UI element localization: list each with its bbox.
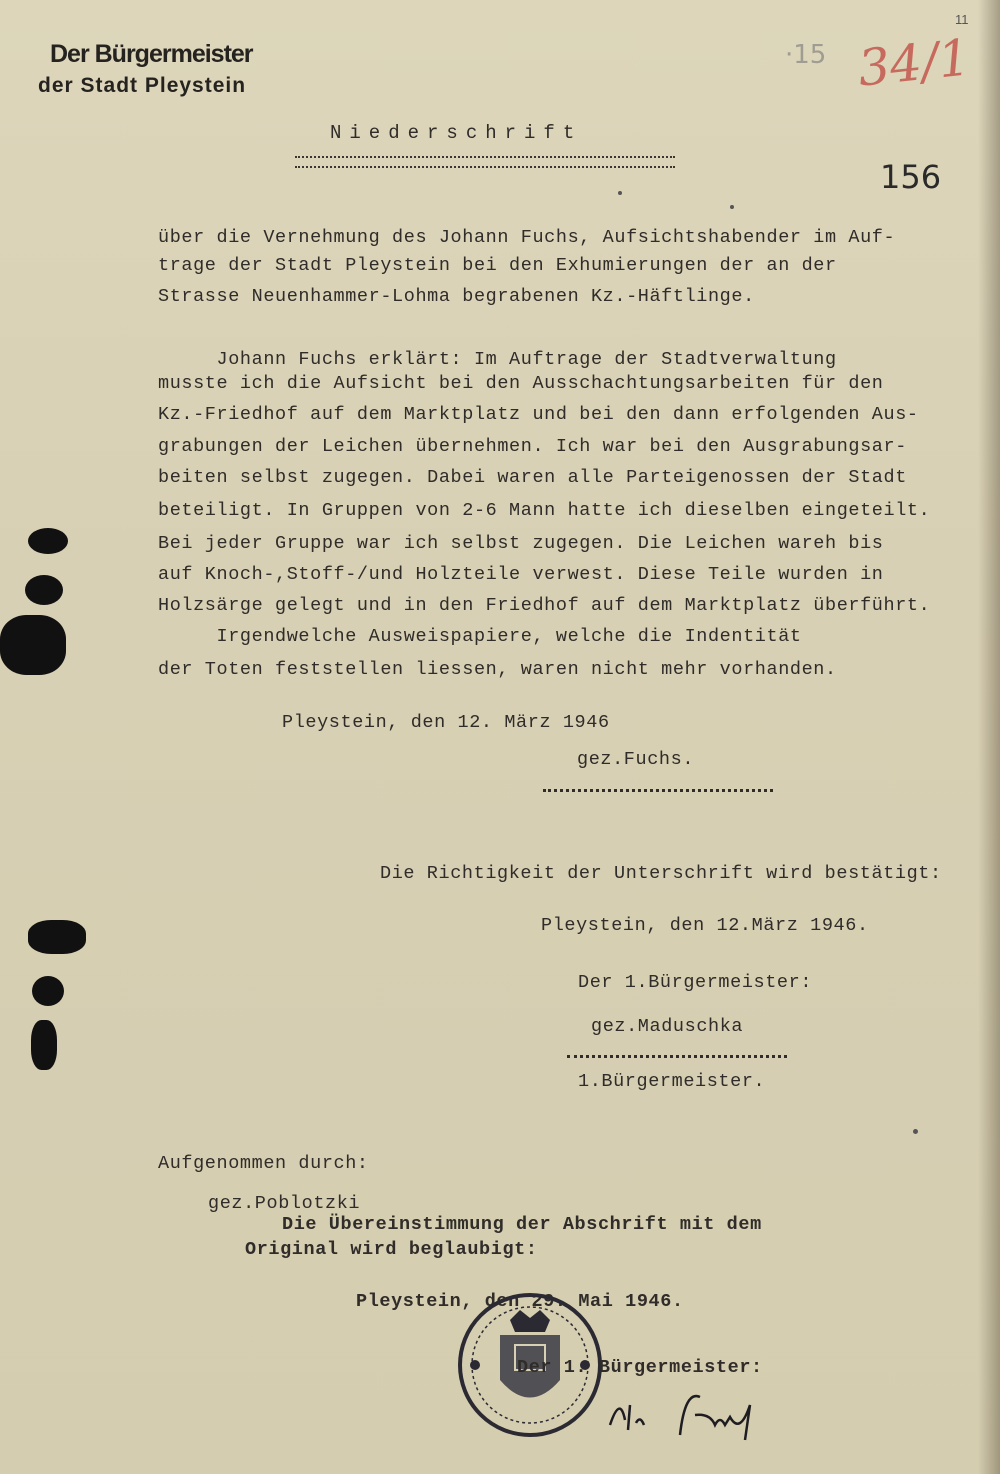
intro-line-1: über die Vernehmung des Johann Fuchs, Aufsichtshabender im Auf- [158,227,896,248]
body-line-5: beiten selbst zugegen. Dabei waren alle Parteigenossen der Stadt [158,467,907,488]
body-line-1: Johann Fuchs erklärt: Im Auftrage der Stadtverwaltung [158,349,837,370]
punch-hole-mark [31,1020,57,1070]
attestation-line-1: Die Übereinstimmung der Abschrift mit dem [282,1214,762,1235]
archive-number: 156 [880,158,942,196]
punch-hole-mark [0,615,66,675]
corner-page-number: 11 [955,12,969,27]
letterhead-title: Der Bürgermeister [50,40,253,68]
recorded-label: Aufgenommen durch: [158,1153,369,1174]
body-line-8: auf Knoch-,Stoff-/und Holzteile verwest. Diese Teile wurden in [158,564,884,585]
certification-dotted-line [567,1055,787,1058]
body-line-7: Bei jeder Gruppe war ich selbst zugegen. Die Leichen wareh bis [158,533,884,554]
pencil-mark: ·15 [785,40,827,70]
page-edge-shadow [978,0,1000,1474]
punch-hole-mark [32,976,64,1006]
intro-line-2: trage der Stadt Pleystein bei den Exhumierungen der an der [158,255,837,276]
body-line-10: Irgendwelche Ausweispapiere, welche die Indentität [158,626,802,647]
attestation-place-date: Pleystein, den 29. Mai 1946. [356,1291,684,1312]
paper-speck [730,205,734,209]
punch-hole-mark [28,920,86,954]
paper-speck [618,191,622,195]
certification-title: 1.Bürgermeister. [578,1071,766,1092]
document-title: Niederschrift [330,122,583,144]
body-line-11: der Toten feststellen liessen, waren nicht mehr vorhanden. [158,659,837,680]
certification-role: Der 1.Bürgermeister: [578,972,813,993]
declaration-signature: gez.Fuchs. [577,749,695,770]
paper-speck [913,1129,918,1134]
body-line-9: Holzsärge gelegt und in den Friedhof auf dem Marktplatz überführt. [158,595,931,616]
handwritten-signature [600,1385,770,1445]
certification-signature: gez.Maduschka [591,1016,744,1037]
recorded-signature: gez.Poblotzki [208,1193,361,1214]
punch-hole-mark [28,528,68,554]
body-line-4: grabungen der Leichen übernehmen. Ich war bei den Ausgrabungsar- [158,436,907,457]
title-underline [295,156,675,168]
body-line-2: musste ich die Aufsicht bei den Ausschachtungsarbeiten für den [158,373,884,394]
attestation-line-2: Original wird beglaubigt: [245,1239,538,1260]
red-archive-number: 34/1 [855,28,974,98]
body-line-3: Kz.-Friedhof auf dem Marktplatz und bei den dann erfolgenden Aus- [158,404,919,425]
body-line-6: beteiligt. In Gruppen von 2-6 Mann hatte ich dieselben eingeteilt. [158,500,931,521]
certification-statement: Die Richtigkeit der Unterschrift wird bestätigt: [380,863,942,884]
declaration-place-date: Pleystein, den 12. März 1946 [282,712,610,733]
intro-line-3: Strasse Neuenhammer-Lohma begrabenen Kz.-Häftlinge. [158,286,755,307]
punch-hole-mark [25,575,63,605]
certification-place-date: Pleystein, den 12.März 1946. [541,915,869,936]
letterhead-subtitle: der Stadt Pleystein [38,74,247,97]
signature-dotted-line [543,789,773,792]
attestation-role: Der 1. Bürgermeister: [517,1357,763,1378]
